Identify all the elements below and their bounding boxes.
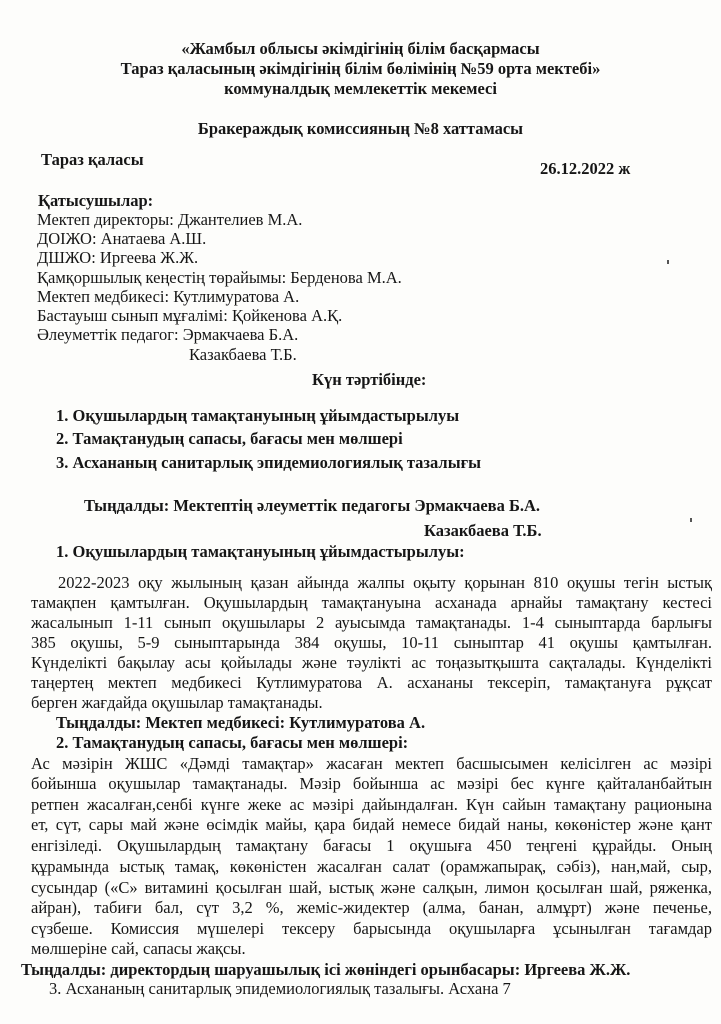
participant-line: ДОІЖО: Анатаева А.Ш. xyxy=(37,229,207,248)
city: Тараз қаласы xyxy=(41,150,144,169)
participant-line: Бастауыш сынып мұғалімі: Қойкенова А.Қ. xyxy=(37,306,343,325)
header-line-2: Тараз қаласының әкімдігінің білім бөлімінің №59 орта мектебі» xyxy=(120,59,601,78)
header-line-3: коммуналдық мемлекеттік мекемесі xyxy=(224,79,497,98)
section1-line: жасалынып 1-11 сынып оқушылары 2 ауысымда тамақтанады. 1-4 сыныптарда барлығы xyxy=(31,613,712,632)
agenda-heading: Күн тәртібінде: xyxy=(312,370,427,389)
participant-line: Мектеп медбикесі: Кутлимуратова А. xyxy=(37,287,300,306)
scan-speck xyxy=(690,518,692,522)
agenda-item: 1. Оқушылардың тамақтануының ұйымдастырылуы xyxy=(56,406,460,425)
section2-line: айран), табиғи бал, сүт 3,2 %, жеміс-жидектер (алма, банан, алмұрт) және печенье, xyxy=(31,898,712,917)
section2-line: Ас мәзірін ЖШС «Дәмді тамақтар» жасаған мектеп басшысымен келісілген ас мәзірі xyxy=(31,754,712,773)
header-line-1: «Жамбыл облысы әкімдігінің білім басқармасы xyxy=(181,39,540,58)
section1-heard-2: Казакбаева Т.Б. xyxy=(424,521,542,540)
participants-heading: Қатысушылар: xyxy=(38,191,154,210)
scan-speck xyxy=(667,260,669,264)
date: 26.12.2022 ж xyxy=(540,159,631,178)
participant-line: Әлеуметтік педагог: Эрмакчаева Б.А. xyxy=(37,325,299,344)
section1-line: тамақпен қамтылған. Оқушылардың тамақтануына асханада арнайы тамақтану кестесі xyxy=(31,593,712,612)
section3-heard: Тыңдалды: директордың шаруашылық ісі жөніндегі орынбасары: Иргеева Ж.Ж. xyxy=(21,960,631,979)
section2-line: сусындар («С» витамині қосылған шай, ыстық және салқын, лимон қосылған шай, ряженка, xyxy=(31,878,712,897)
section2-heard: Тыңдалды: Мектеп медбикесі: Кутлимуратова А. xyxy=(56,713,426,732)
section2-title: 2. Тамақтанудың сапасы, бағасы мен мөлшері: xyxy=(56,733,409,752)
section1-line: таңертең мектеп медбикесі Кутлимуратова А. асхананы тексеріп, тамақтануға рұқсат xyxy=(31,673,712,692)
agenda-item: 2. Тамақтанудың сапасы, бағасы мен мөлшері xyxy=(56,429,403,448)
section3-title: 3. Асхананың санитарлық эпидемиологиялық тазалығы. Асхана 7 xyxy=(49,979,511,998)
section1-title: 1. Оқушылардың тамақтануының ұйымдастырылуы: xyxy=(56,542,465,561)
section1-heard: Тыңдалды: Мектептің әлеуметтік педагогы Эрмакчаева Б.А. xyxy=(84,496,541,515)
section2-line: ет, сүт, сары май және өсімдік майы, қара бидай немесе бидай наны, көкөністер және қант xyxy=(31,815,712,834)
participant-line: ДШЖО: Иргеева Ж.Ж. xyxy=(37,248,199,267)
participant-line: Мектеп директоры: Джантелиев М.А. xyxy=(37,210,303,229)
section2-line: құрамында ыстық тамақ, көкөністен жасалған салат (орамжапырақ, сәбіз), нан,май, сыр, xyxy=(31,857,712,876)
section1-line: 2022-2023 оқу жылының қазан айында жалпы оқыту қорынан 810 оқушы тегін ыстық xyxy=(58,573,712,592)
section2-line: мөлшеріне сай, сапасы жақсы. xyxy=(31,939,246,958)
section2-line: енгізіледі. Оқушылардың тамақтану бағасы 1 оқушыға 450 теңгені құрайды. Оның xyxy=(31,836,712,855)
agenda-item: 3. Асхананың санитарлық эпидемиологиялық тазалығы xyxy=(56,453,481,472)
section1-line: 385 оқушы, 5-9 сыныптарында 384 оқушы, 10-11 сыныптар 41 оқушы қамтылған. xyxy=(31,633,712,652)
section1-line: Күнделікті бақылау асы қойылады және тәулікті ас тоңазытқышта сақталады. Күнделікті xyxy=(31,653,712,672)
section2-line: ретпен жасалған,сенбі күнге жеке ас мәзірі дайындалған. Күн сайын тамақтану рационына xyxy=(31,795,712,814)
section2-line: сүзбеше. Комиссия мүшелері тексеру барысында оқушыларға ұсынылған тағамдар xyxy=(31,919,712,938)
section1-line: берген жағдайда оқушылар тамақтанады. xyxy=(31,693,323,712)
participant-line: Қамқоршылық кеңестің төрайымы: Берденова М.А. xyxy=(37,268,402,287)
participant-line: Казакбаева Т.Б. xyxy=(189,345,297,364)
section2-line: бойынша оқушылар тамақтанады. Мәзір бойынша ас мәзірі бес күнге қайталанбайтын xyxy=(31,774,712,793)
protocol-title: Бракераждық комиссияның №8 хаттамасы xyxy=(197,119,524,138)
